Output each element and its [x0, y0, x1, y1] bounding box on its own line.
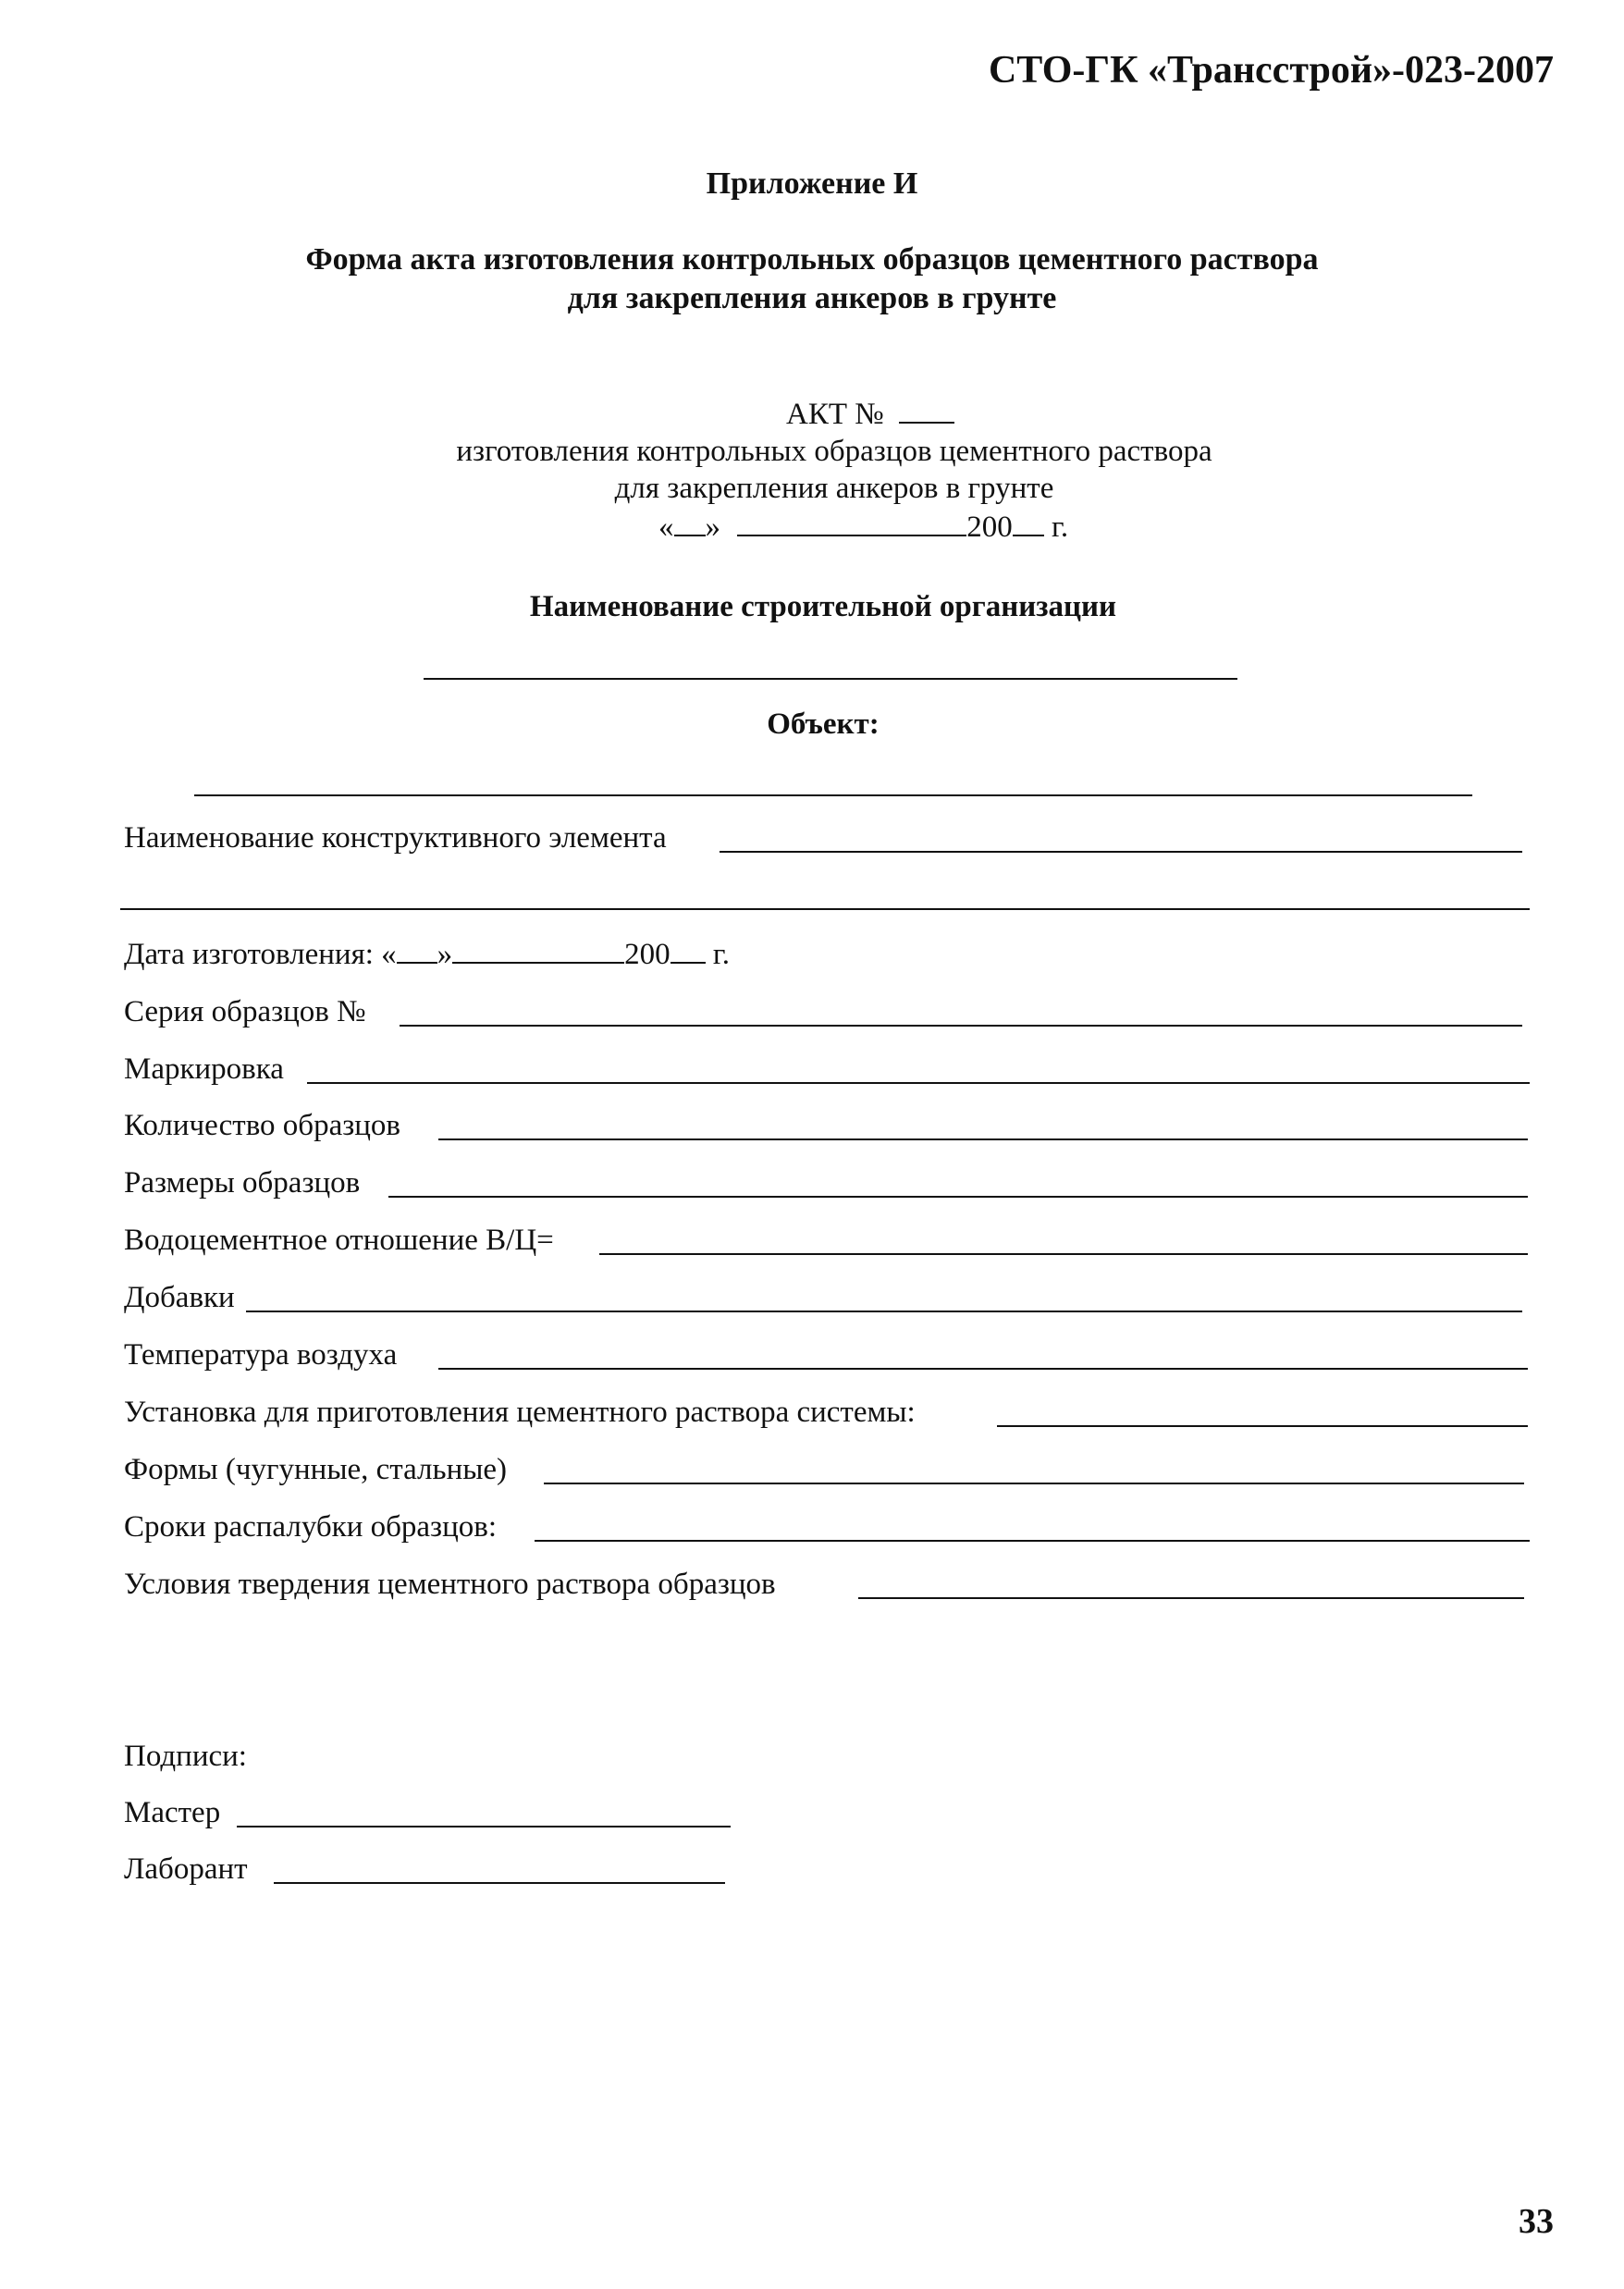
org-label: Наименование строительной организации — [529, 590, 1117, 623]
air-temp-field — [124, 1338, 397, 1372]
act-year: 200 — [966, 511, 1013, 544]
wc-ratio-field — [124, 1224, 554, 1258]
curing-field — [124, 1568, 776, 1602]
series-label: Серия образцов № — [124, 995, 366, 1028]
series-line[interactable] — [400, 1025, 1522, 1027]
wc-ratio-label: Водоцементное отношение В/Ц= — [124, 1224, 554, 1257]
act-date-close: » — [705, 511, 720, 544]
date-close: » — [437, 938, 453, 971]
sizes-field — [124, 1166, 360, 1200]
stripping-label: Сроки распалубки образцов: — [124, 1510, 497, 1544]
appendix-title: Приложение И — [706, 166, 918, 201]
additives-field — [124, 1281, 235, 1315]
date-year: 200 — [624, 938, 671, 971]
master-label: Мастер — [124, 1796, 221, 1829]
forms-line[interactable] — [544, 1483, 1524, 1484]
marking-line[interactable] — [307, 1082, 1530, 1084]
appendix-subtitle-1: Форма акта изготовления контрольных образцов цементного раствора — [305, 242, 1319, 277]
marking-field — [124, 1052, 284, 1087]
act-date — [658, 511, 1068, 545]
sizes-label: Размеры образцов — [124, 1166, 361, 1200]
stripping-field — [124, 1510, 497, 1544]
object-line[interactable] — [194, 794, 1472, 796]
date-year-blank[interactable] — [671, 938, 706, 964]
act-date-open: « — [658, 511, 674, 544]
act-number-label: АКТ № — [786, 398, 884, 431]
element-line-2[interactable] — [120, 908, 1530, 910]
date-field — [124, 938, 730, 972]
lab-label: Лаборант — [124, 1852, 248, 1886]
curing-line[interactable] — [858, 1597, 1524, 1599]
act-line-2: для закрепления анкеров в грунте — [614, 472, 1054, 505]
element-label: Наименование конструктивного элемента — [124, 821, 667, 855]
act-line-1: изготовления контрольных образцов цементного раствора — [456, 435, 1212, 468]
wc-ratio-line[interactable] — [599, 1253, 1528, 1255]
additives-label: Добавки — [124, 1281, 235, 1314]
master-signature-line[interactable] — [237, 1826, 731, 1828]
element-line[interactable] — [720, 851, 1522, 853]
act-number-blank[interactable] — [899, 398, 954, 424]
mixer-line[interactable] — [997, 1425, 1528, 1427]
org-line[interactable] — [424, 678, 1237, 680]
lab-signature-line[interactable] — [274, 1882, 725, 1884]
air-temp-label: Температура воздуха — [124, 1338, 398, 1372]
act-day-blank[interactable] — [674, 511, 706, 536]
date-suffix: г. — [712, 938, 730, 971]
document-code: СТО-ГК «Трансстрой»-023-2007 — [988, 49, 1554, 92]
forms-label: Формы (чугунные, стальные) — [124, 1453, 508, 1486]
date-month-blank[interactable] — [452, 938, 624, 964]
count-label: Количество образцов — [124, 1109, 401, 1142]
element-field — [124, 821, 667, 855]
signatures-label: Подписи: — [124, 1740, 247, 1773]
stripping-line[interactable] — [535, 1540, 1530, 1542]
curing-label: Условия твердения цементного раствора образцов — [124, 1568, 776, 1601]
master-field — [124, 1796, 220, 1830]
date-label: Дата изготовления: « — [124, 938, 397, 971]
air-temp-line[interactable] — [438, 1368, 1528, 1370]
mixer-field — [124, 1396, 916, 1430]
act-year-blank[interactable] — [1013, 511, 1044, 536]
series-field — [124, 995, 366, 1029]
act-year-suffix: г. — [1052, 511, 1069, 544]
additives-line[interactable] — [246, 1311, 1522, 1312]
lab-field — [124, 1852, 248, 1887]
appendix-subtitle-2: для закрепления анкеров в грунте — [567, 281, 1057, 315]
count-field — [124, 1109, 400, 1143]
count-line[interactable] — [438, 1138, 1528, 1140]
act-month-blank[interactable] — [737, 511, 966, 536]
sizes-line[interactable] — [388, 1196, 1528, 1198]
act-number — [786, 398, 954, 432]
date-day-blank[interactable] — [397, 938, 437, 964]
marking-label: Маркировка — [124, 1052, 284, 1086]
object-label: Объект: — [767, 708, 880, 741]
page-number: 33 — [1519, 2202, 1554, 2241]
forms-field — [124, 1453, 507, 1487]
mixer-label: Установка для приготовления цементного раствора системы: — [124, 1396, 916, 1429]
